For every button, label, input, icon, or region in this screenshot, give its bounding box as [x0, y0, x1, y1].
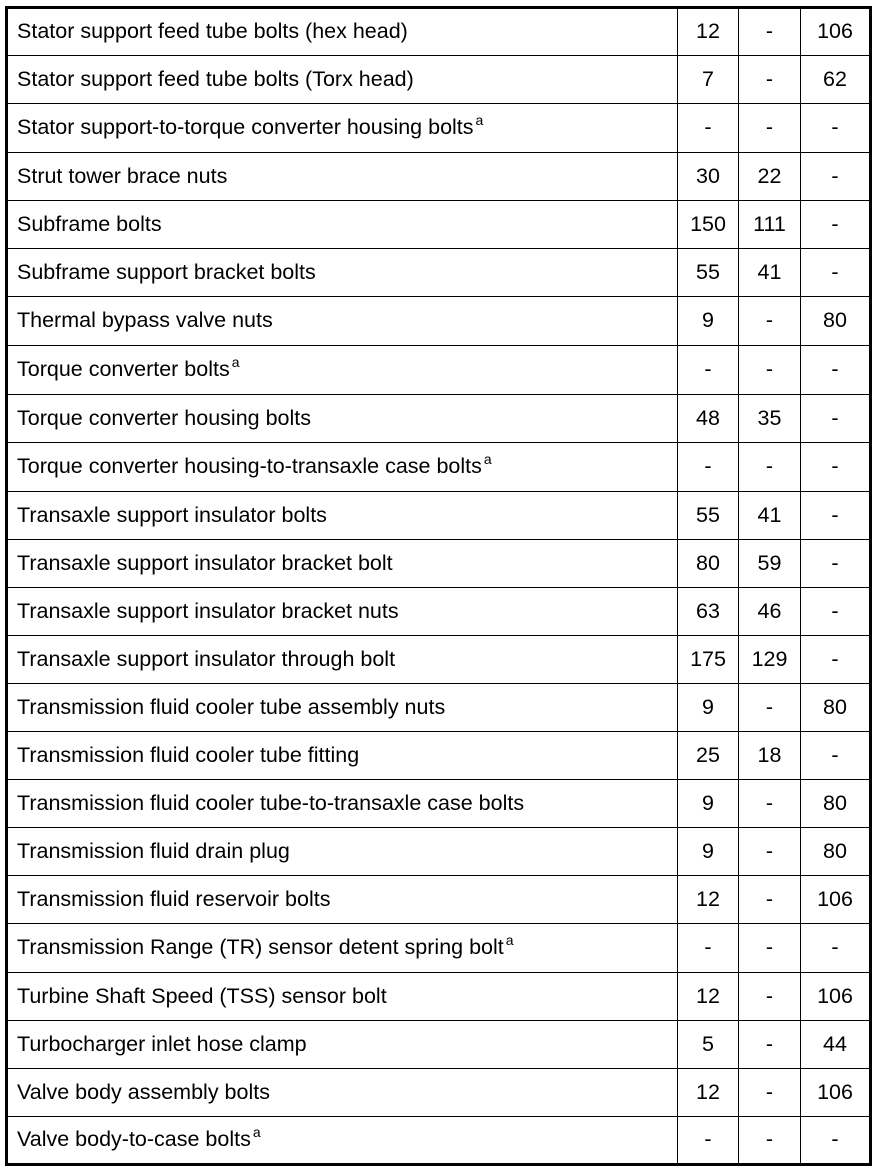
description-cell — [7, 1069, 678, 1117]
table-row — [7, 443, 871, 492]
table-row — [7, 588, 871, 636]
lb-in-value-cell: - — [801, 924, 871, 973]
lb-in-value-cell: - — [801, 588, 871, 636]
footnote-marker: a — [252, 1124, 261, 1141]
table-row — [7, 56, 871, 104]
description-text: Transmission Range (TR) sensor detent spring bolt — [17, 935, 504, 960]
table-row — [7, 8, 871, 56]
lb-in-value-cell: 106 — [801, 876, 871, 924]
table-row — [7, 876, 871, 924]
lb-ft-value-cell: 22 — [739, 153, 801, 201]
description-cell — [7, 924, 678, 973]
description-cell — [7, 828, 678, 876]
description-cell — [7, 104, 678, 153]
table-row — [7, 636, 871, 684]
description-cell — [7, 540, 678, 588]
table-row — [7, 346, 871, 395]
description-cell — [7, 443, 678, 492]
lb-in-value-cell: 80 — [801, 684, 871, 732]
footnote-marker: a — [505, 932, 514, 949]
nm-value-cell: 80 — [678, 540, 739, 588]
lb-ft-value-cell: - — [739, 1069, 801, 1117]
table-row — [7, 924, 871, 973]
table-row — [7, 684, 871, 732]
lb-ft-value-cell: - — [739, 684, 801, 732]
description-cell — [7, 201, 678, 249]
description-cell — [7, 8, 678, 56]
nm-value-cell: 48 — [678, 395, 739, 443]
lb-in-value-cell: 62 — [801, 56, 871, 104]
table-row — [7, 1069, 871, 1117]
description-text: Transaxle support insulator bolts — [17, 502, 327, 527]
lb-ft-value-cell: - — [739, 973, 801, 1021]
description-text: Torque converter housing-to-transaxle case bolts — [17, 454, 482, 479]
description-cell — [7, 732, 678, 780]
nm-value-cell: 150 — [678, 201, 739, 249]
lb-ft-value-cell: 59 — [739, 540, 801, 588]
lb-ft-value-cell: - — [739, 346, 801, 395]
table-row — [7, 104, 871, 153]
description-cell — [7, 588, 678, 636]
table-row — [7, 249, 871, 297]
lb-in-value-cell: 80 — [801, 297, 871, 346]
lb-in-value-cell: - — [801, 395, 871, 443]
description-text: Transmission fluid drain plug — [17, 838, 290, 863]
lb-in-value-cell: - — [801, 201, 871, 249]
nm-value-cell: 55 — [678, 249, 739, 297]
nm-value-cell: 9 — [678, 780, 739, 828]
lb-ft-value-cell: 46 — [739, 588, 801, 636]
nm-value-cell: 5 — [678, 1021, 739, 1069]
lb-ft-value-cell: 41 — [739, 492, 801, 540]
lb-in-value-cell: 106 — [801, 973, 871, 1021]
description-cell — [7, 297, 678, 346]
lb-ft-value-cell: 129 — [739, 636, 801, 684]
lb-ft-value-cell: - — [739, 876, 801, 924]
lb-ft-value-cell: 111 — [739, 201, 801, 249]
lb-ft-value-cell: - — [739, 780, 801, 828]
lb-in-value-cell: - — [801, 732, 871, 780]
description-text: Transaxle support insulator bracket bolt — [17, 550, 393, 575]
table-row — [7, 297, 871, 346]
description-text: Transmission fluid cooler tube fitting — [17, 742, 360, 767]
lb-ft-value-cell: 18 — [739, 732, 801, 780]
lb-ft-value-cell: - — [739, 56, 801, 104]
description-text: Thermal bypass valve nuts — [17, 308, 273, 333]
nm-value-cell: 12 — [678, 8, 739, 56]
lb-in-value-cell: 80 — [801, 828, 871, 876]
table-row — [7, 973, 871, 1021]
description-text: Stator support feed tube bolts (hex head) — [17, 19, 408, 44]
nm-value-cell: - — [678, 104, 739, 153]
description-text: Transmission fluid cooler tube-to-transaxle case bolts — [17, 790, 525, 815]
footnote-marker: a — [231, 354, 240, 371]
description-cell — [7, 1021, 678, 1069]
description-text: Valve body assembly bolts — [17, 1079, 270, 1104]
lb-ft-value-cell: 41 — [739, 249, 801, 297]
nm-value-cell: 55 — [678, 492, 739, 540]
description-cell — [7, 249, 678, 297]
description-text: Strut tower brace nuts — [17, 163, 228, 188]
lb-in-value-cell: 80 — [801, 780, 871, 828]
table-row — [7, 492, 871, 540]
lb-in-value-cell: - — [801, 153, 871, 201]
description-cell — [7, 56, 678, 104]
description-cell — [7, 346, 678, 395]
description-text: Torque converter bolts — [17, 357, 230, 382]
nm-value-cell: 7 — [678, 56, 739, 104]
torque-spec-table — [5, 6, 872, 1166]
table-row — [7, 540, 871, 588]
lb-ft-value-cell: - — [739, 297, 801, 346]
table-row — [7, 153, 871, 201]
nm-value-cell: - — [678, 1117, 739, 1165]
table-row — [7, 201, 871, 249]
description-cell — [7, 395, 678, 443]
lb-ft-value-cell: 35 — [739, 395, 801, 443]
description-cell — [7, 780, 678, 828]
table-row — [7, 732, 871, 780]
nm-value-cell: - — [678, 443, 739, 492]
nm-value-cell: - — [678, 924, 739, 973]
table-row — [7, 780, 871, 828]
description-cell — [7, 492, 678, 540]
nm-value-cell: 175 — [678, 636, 739, 684]
lb-in-value-cell: - — [801, 1117, 871, 1165]
table-row — [7, 395, 871, 443]
description-text: Stator support-to-torque converter housing bolts — [17, 115, 474, 140]
lb-in-value-cell: - — [801, 346, 871, 395]
description-cell — [7, 153, 678, 201]
nm-value-cell: 9 — [678, 828, 739, 876]
footnote-marker: a — [483, 451, 492, 468]
nm-value-cell: 12 — [678, 1069, 739, 1117]
lb-in-value-cell: - — [801, 443, 871, 492]
description-text: Transaxle support insulator bracket nuts — [17, 598, 399, 623]
description-cell — [7, 876, 678, 924]
torque-spec-table-body — [7, 8, 871, 1165]
description-cell — [7, 636, 678, 684]
description-text: Stator support feed tube bolts (Torx head) — [17, 66, 414, 91]
lb-in-value-cell: 106 — [801, 1069, 871, 1117]
lb-in-value-cell: - — [801, 636, 871, 684]
footnote-marker: a — [475, 112, 484, 129]
description-text: Transaxle support insulator through bolt — [17, 646, 396, 671]
description-text: Transmission fluid reservoir bolts — [17, 886, 331, 911]
table-row — [7, 828, 871, 876]
lb-ft-value-cell: - — [739, 1021, 801, 1069]
description-text: Subframe support bracket bolts — [17, 259, 316, 284]
description-cell — [7, 1117, 678, 1165]
table-row — [7, 1117, 871, 1165]
lb-in-value-cell: 106 — [801, 8, 871, 56]
lb-in-value-cell: - — [801, 540, 871, 588]
nm-value-cell: 30 — [678, 153, 739, 201]
lb-ft-value-cell: - — [739, 1117, 801, 1165]
lb-ft-value-cell: - — [739, 8, 801, 56]
lb-in-value-cell: 44 — [801, 1021, 871, 1069]
nm-value-cell: - — [678, 346, 739, 395]
description-text: Valve body-to-case bolts — [17, 1127, 251, 1152]
description-cell — [7, 973, 678, 1021]
description-text: Torque converter housing bolts — [17, 405, 312, 430]
description-text: Transmission fluid cooler tube assembly nuts — [17, 694, 446, 719]
lb-ft-value-cell: - — [739, 924, 801, 973]
nm-value-cell: 63 — [678, 588, 739, 636]
lb-in-value-cell: - — [801, 104, 871, 153]
description-text: Turbine Shaft Speed (TSS) sensor bolt — [17, 983, 387, 1008]
lb-ft-value-cell: - — [739, 443, 801, 492]
lb-in-value-cell: - — [801, 492, 871, 540]
lb-ft-value-cell: - — [739, 828, 801, 876]
table-row — [7, 1021, 871, 1069]
nm-value-cell: 9 — [678, 297, 739, 346]
nm-value-cell: 12 — [678, 973, 739, 1021]
nm-value-cell: 9 — [678, 684, 739, 732]
nm-value-cell: 12 — [678, 876, 739, 924]
description-text: Subframe bolts — [17, 211, 162, 236]
description-cell — [7, 684, 678, 732]
lb-ft-value-cell: - — [739, 104, 801, 153]
description-text: Turbocharger inlet hose clamp — [17, 1031, 307, 1056]
lb-in-value-cell: - — [801, 249, 871, 297]
nm-value-cell: 25 — [678, 732, 739, 780]
